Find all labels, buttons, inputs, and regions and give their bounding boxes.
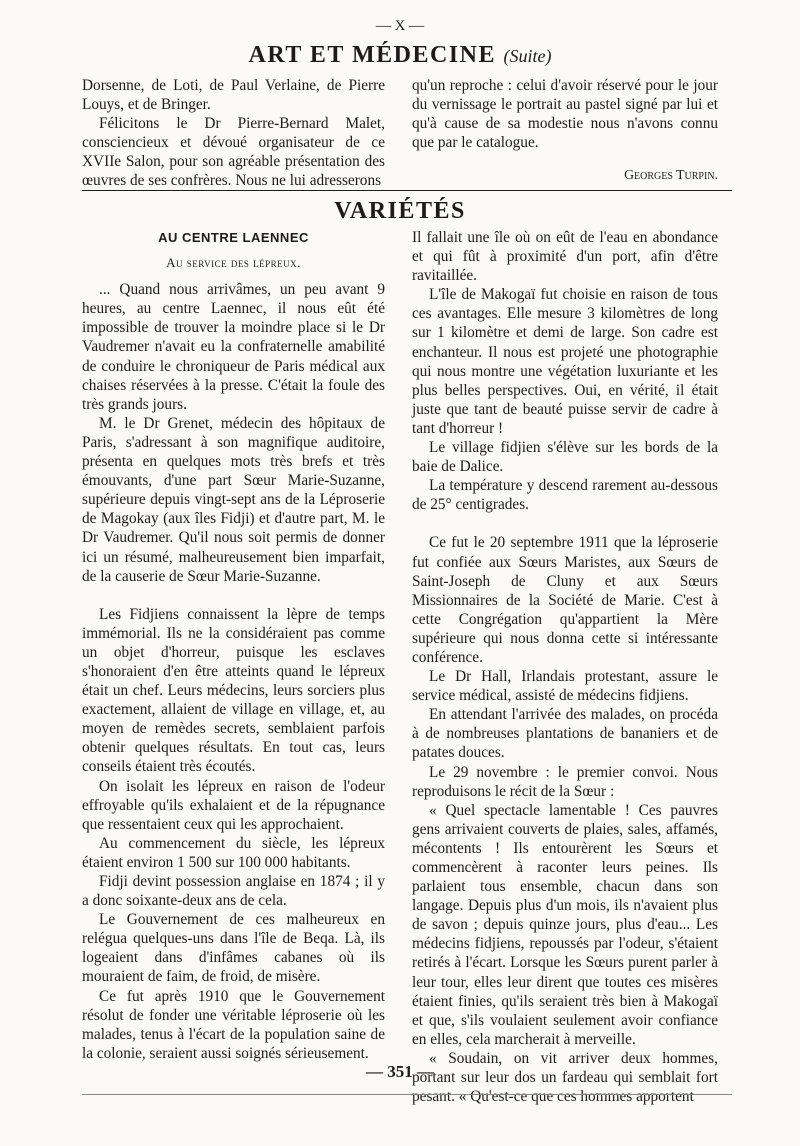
page-number: — 351 — bbox=[366, 1062, 434, 1081]
article-paragraph: Le Dr Hall, Irlandais protestant, assure le service médical, assisté de médecins fidjiens. bbox=[412, 668, 718, 705]
section-divider bbox=[82, 190, 732, 191]
article-paragraph: Le village fidjien s'élève sur les bords de la baie de Dalice. bbox=[412, 439, 718, 476]
article-paragraph: Le 29 novembre : le premier convoi. Nous reproduisons le récit de la Sœur : bbox=[412, 763, 718, 800]
section-title-text: ART ET MÉDECINE bbox=[248, 42, 496, 68]
page-roman-number: — X — bbox=[375, 18, 425, 34]
section-title-suite: (Suite) bbox=[503, 46, 552, 66]
art-paragraph: qu'un reproche : celui d'avoir réservé pour le jour du vernissage le portrait au pastel signé par lui et qu'à cause de sa modestie nous n'avons connu que par le catalogue. bbox=[412, 77, 718, 152]
article-paragraph: Fidji devint possession anglaise en 1874 ; il y a donc soixante-deux ans de cela. bbox=[82, 873, 385, 910]
article-paragraph: L'île de Makogaï fut choisie en raison de tous ces avantages. Elle mesure 3 kilomètres de long sur 1 kilomètre et demi de large. Son cadre est enchanteur. Il nous est projeté une photographie qui nous montre une végétation luxuriante et les plus belles perspectives. Oui, en vérité, il était juste que tant de beauté puisse servir de cadre à tant d'horreur ! bbox=[412, 286, 718, 437]
article-paragraph: En attendant l'arrivée des malades, on procéda à de nombreuses plantations de bananiers et de patates douces. bbox=[412, 706, 718, 762]
article-paragraph: Il fallait une île où on eût de l'eau en abondance et qui fût à proximité d'un port, afin d'être ravitaillée. bbox=[412, 229, 718, 285]
article-subtitle: Au service des lépreux. bbox=[166, 255, 301, 271]
footer-divider bbox=[82, 1094, 732, 1095]
art-signature: Georges Turpin. bbox=[624, 167, 718, 183]
article-title: AU CENTRE LAENNEC bbox=[158, 230, 309, 245]
article-paragraph: Les Fidjiens connaissent la lèpre de temps immémorial. Ils ne la considéraient pas comme un objet d'horreur, puisque les esclaves s'honoraient d'en être atteints quand le lépreux était un chef. Leurs médecins, leurs sorciers plus exactement, allaient de village en village, et, au moyen de remèdes secrets, semblaient parfois obtenir quelques résultats. En tout cas, leurs conseils étaient très écoutés. bbox=[82, 605, 385, 776]
varietes-right-column bbox=[412, 228, 718, 1106]
article-paragraph: ... Quand nous arrivâmes, un peu avant 9 heures, au centre Laennec, il nous eût été impossible de trouver la moindre place si le Dr Vaudremer n'avait eu la confraternelle amabilité de conduire le chroniqueur de Paris médical aux chaises réservées à la presse. C'était la foule des très grands jours. bbox=[82, 281, 385, 413]
section-title bbox=[0, 42, 800, 69]
article-paragraph: Ce fut le 20 septembre 1911 que la léproserie fut confiée aux Sœurs Maristes, aux Sœurs de Saint-Joseph de Cluny et aux Sœurs Missionnaires de la Société de Marie. C'est à cette Congrégation qu'appartient la Mère supérieure qui nous donna cette si intéressante conférence. bbox=[412, 534, 718, 666]
article-paragraph: M. le Dr Grenet, médecin des hôpitaux de Paris, s'adressant à son magnifique auditoire, présenta en quelques mots très brefs et très émouvants, d'une part Sœur Marie-Suzanne, supérieure depuis vingt-sept ans de la Léproserie de Magokay (aux îles Fidji) et d'autre part, M. le Dr Vaudremer. Qu'il nous soit permis de donner ici un résumé, malheureusement bien imparfait, de la causerie de Sœur Marie-Suzanne. bbox=[82, 414, 385, 585]
article-paragraph: La température y descend rarement au-dessous de 25° centigrades. bbox=[412, 477, 718, 514]
article-paragraph: « Soudain, on vit arriver deux hommes, portant sur leur dos un fardeau qui semblait fort pesant. « Qu'est-ce que ces hommes apportent bbox=[412, 1049, 718, 1106]
art-right-column bbox=[412, 76, 718, 184]
article-paragraph: Au commencement du siècle, les lépreux étaient environ 1 500 sur 100 000 habitants. bbox=[82, 834, 385, 871]
article-paragraph: « Quel spectacle lamentable ! Ces pauvres gens arrivaient couverts de plaies, sales, affamés, mécontents ! Ils entourèrent les Sœurs et commencèrent à raconter leurs peines. Ils parlaient tous ensemble, chacun dans son langage. Depuis plus d'un mois, ils n'avaient plus de savon ; depuis quinze jours, plus d'eau... Les médecins fidjiens, repoussés par l'odeur, s'étaient retirés à l'écart. Lorsque les Sœurs purent parler à leur tour, elles leur dirent que toutes ces misères étaient finies, qu'ils seraient très bien à Makogaï et que, s'ils voulaient seulement avoir confiance en elles, cela marcherait à merveille. bbox=[412, 801, 718, 1048]
art-paragraph: Dorsenne, de Loti, de Paul Verlaine, de Pierre Louys, et de Bringer. bbox=[82, 77, 385, 114]
article-paragraph: Le Gouvernement de ces malheureux en relégua quelques-uns dans l'île de Beqa. Là, ils logeaient dans d'infâmes cabanes où ils mouraient de faim, de froid, de misère. bbox=[82, 911, 385, 986]
article-paragraph: Ce fut après 1910 que le Gouvernement résolut de fonder une véritable léproserie où les malades, tenus à l'écart de la population saine de la colonie, seraient aussi soignés sérieusement. bbox=[82, 987, 385, 1062]
varietes-left-column bbox=[82, 228, 385, 1063]
art-paragraph: Félicitons le Dr Pierre-Bernard Malet, consciencieux et dévoué organisateur de ce XVIIe Salon, pour son agréable présentation des œuvres de ses confrères. Nous ne lui adresserons bbox=[82, 115, 385, 190]
varietes-title: VARIÉTÉS bbox=[334, 198, 466, 224]
art-left-column bbox=[82, 76, 385, 191]
article-paragraph: On isolait les lépreux en raison de l'odeur effroyable qu'ils exhalaient et de la répugnance que ressentaient ceux qui les approchaient. bbox=[82, 777, 385, 833]
